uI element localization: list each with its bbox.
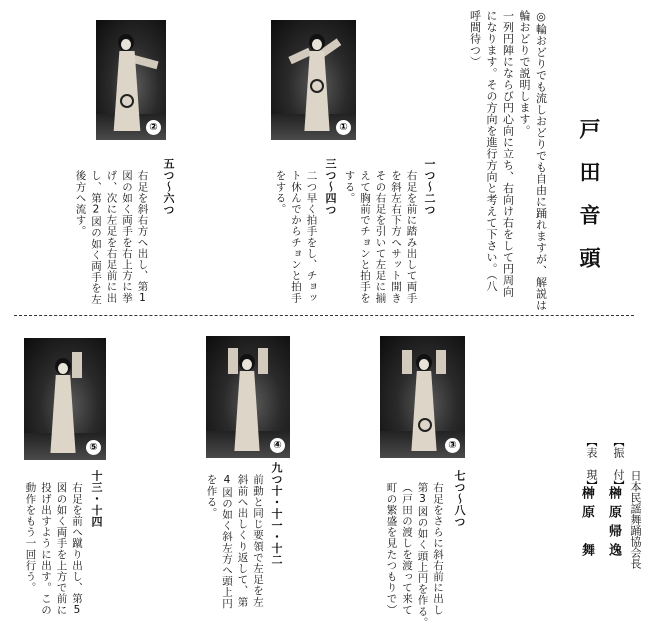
step-heading: 一つ〜二つ (423, 158, 436, 216)
photo-1 (271, 20, 356, 140)
step-body: 右足を前に踏み出して両手 を斜左右下方へサット開き その右足を引いて左足に揃 えて胸前でチョンと拍手を する。 (343, 170, 418, 304)
dancer-figure (104, 34, 159, 134)
step-heading: 九つ十・十一・十二 (270, 462, 283, 566)
photo-5 (24, 338, 106, 460)
photo-number-badge: ⑤ (86, 440, 101, 455)
photo-number-badge: ② (146, 120, 161, 135)
photo-2 (96, 20, 166, 140)
photo-number-badge: ① (336, 120, 351, 135)
credit-choreo-name: 榊原帰逸 (606, 486, 621, 562)
credit-perform-name: 榊原 舞 (579, 486, 594, 562)
page-title: 戸田音頭 (577, 118, 601, 290)
step-heading: 七つ〜八つ (453, 470, 466, 528)
step-body: 右足を前へ蹴り出し、第5 図の如く両手を上方で前に 投げ出すように出す。この 動作をもう一回行う。 (24, 482, 83, 617)
step-body: 二つ早く拍手をし、チョッ ト休んでからチョンと拍手 をする。 (274, 170, 318, 304)
credit-perform-label: 【表 現】 (585, 436, 598, 491)
step-body: 前動と同じ要領で左足を左 斜前へ出しくり返して、第 4図の如く斜左方へ頭上円 を作る。 (205, 474, 264, 609)
credit-org: 日本民謡舞踊協会長 (629, 470, 642, 569)
dancer-figure (289, 34, 344, 134)
step-heading: 三つ〜四つ (324, 158, 337, 216)
intro-text: ◎輪おどりでも流しおどりでも自由に踊れますが、解説は 輪おどりで説明します。 一列円陣にならび円心向に立ち、右向け右をして円周向 になります。その方向を進行方向と考えて下さい。（八 呼間待つ） (468, 10, 548, 311)
dancer-figure (398, 348, 453, 453)
dancer-figure (222, 348, 277, 453)
step-heading: 十三・十四 (90, 470, 103, 528)
step-body: 右足を斜右方へ出し、第1 図の如く両手を右上方に挙 げ、次に左足を右足前に出 し、第2図の如く両手を左 後方へ流す。 (74, 170, 149, 305)
step-heading: 五つ〜六つ (162, 158, 175, 216)
dancer-figure (38, 350, 93, 455)
photo-4 (206, 336, 290, 458)
section-divider (14, 315, 634, 316)
credit-choreo-label: 【振 付】 (612, 436, 625, 491)
photo-number-badge: ③ (445, 438, 460, 453)
photo-number-badge: ④ (270, 438, 285, 453)
photo-3 (380, 336, 465, 458)
step-body: 右足をさらに斜右前に出し 第3図の如く頭上円を作る。 （戸田の渡しを渡って来て 町の繁盛を見たつもりで） (385, 482, 444, 628)
